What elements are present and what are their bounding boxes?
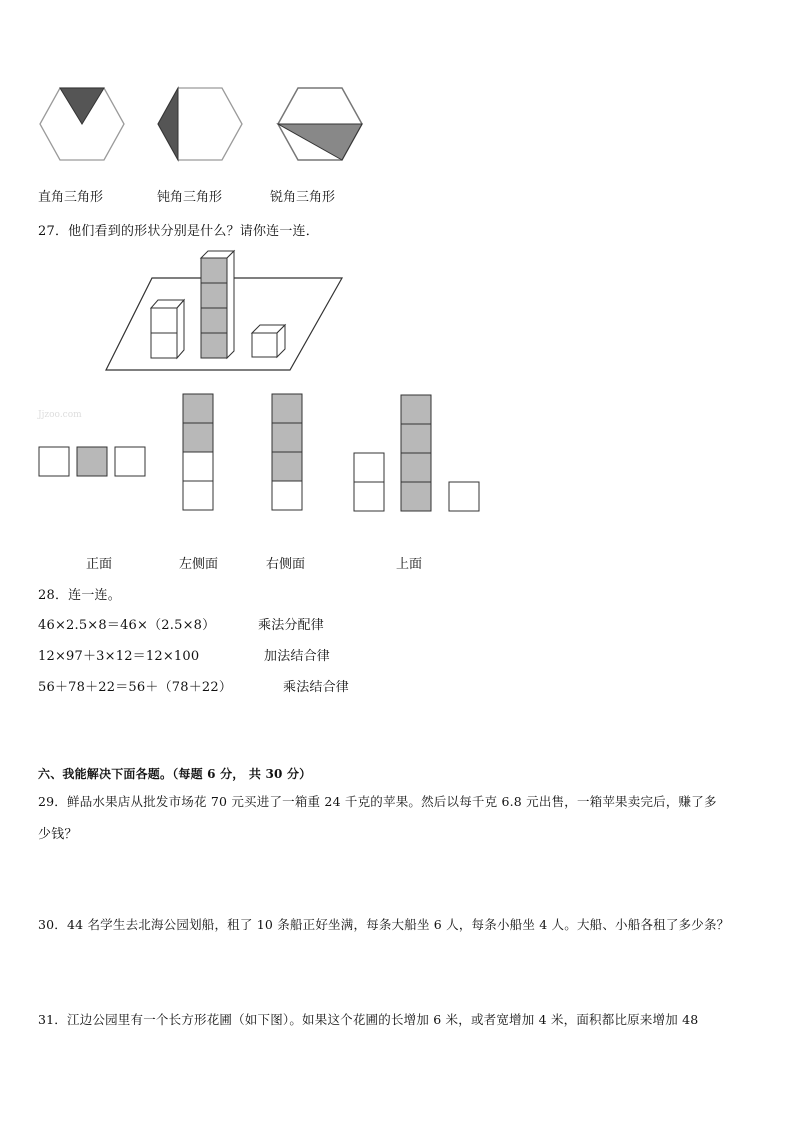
view-label-right: 右侧面 <box>266 557 306 572</box>
q29-line1: 29．鲜品水果店从批发市场花 70 元买进了一箱重 24 千克的苹果。然后以每千克 6.8 元出售，一箱苹果卖完后，赚了多 <box>38 794 717 809</box>
q28-title: 28．连一连。 <box>38 588 121 603</box>
q27-cube-scene <box>100 248 350 374</box>
q30-text: 30．44 名学生去北海公园划船，租了 10 条船正好坐满，每条大船坐 6 人，每条小船坐 4 人。大船、小船各租了多少条？ <box>38 917 730 932</box>
hex-label-acute: 锐角三角形 <box>270 190 336 205</box>
q31-text: 31．江边公园里有一个长方形花圃（如下图）。如果这个花圃的长增加 6 米，或者宽增加 4 米，面积都比原来增加 48 <box>38 1012 699 1027</box>
hexagon-obtuse-triangle-figure <box>156 86 246 164</box>
view-option-a <box>38 446 148 478</box>
view-option-c <box>271 393 305 513</box>
hex-label-right: 直角三角形 <box>38 190 104 205</box>
view-option-d <box>353 394 483 514</box>
hexagon-right-triangle-figure <box>38 86 128 164</box>
q27-title: 27．他们看到的形状分别是什么？请你连一连． <box>38 224 319 239</box>
watermark: Jjzoo.com <box>38 410 82 420</box>
section6-heading: 六、我能解决下面各题。（每题 6 分， 共 30 分） <box>38 767 312 781</box>
q28-law-3: 乘法结合律 <box>283 680 350 695</box>
q28-expr-1: 46×2.5×8＝46×（2.5×8） <box>38 618 216 633</box>
q29-line2: 少钱？ <box>38 827 78 842</box>
view-label-left: 左侧面 <box>179 557 219 572</box>
q28-law-2: 加法结合律 <box>264 649 331 664</box>
q28-expr-3: 56＋78＋22＝56＋（78＋22） <box>38 680 233 695</box>
hex-label-obtuse: 钝角三角形 <box>157 190 223 205</box>
q28-expr-2: 12×97＋3×12＝12×100 <box>38 649 200 664</box>
q28-law-1: 乘法分配律 <box>258 618 325 633</box>
view-label-top: 上面 <box>396 557 423 572</box>
hexagon-acute-triangle-figure <box>276 86 366 164</box>
view-option-b <box>182 393 216 513</box>
view-label-front: 正面 <box>86 557 113 572</box>
